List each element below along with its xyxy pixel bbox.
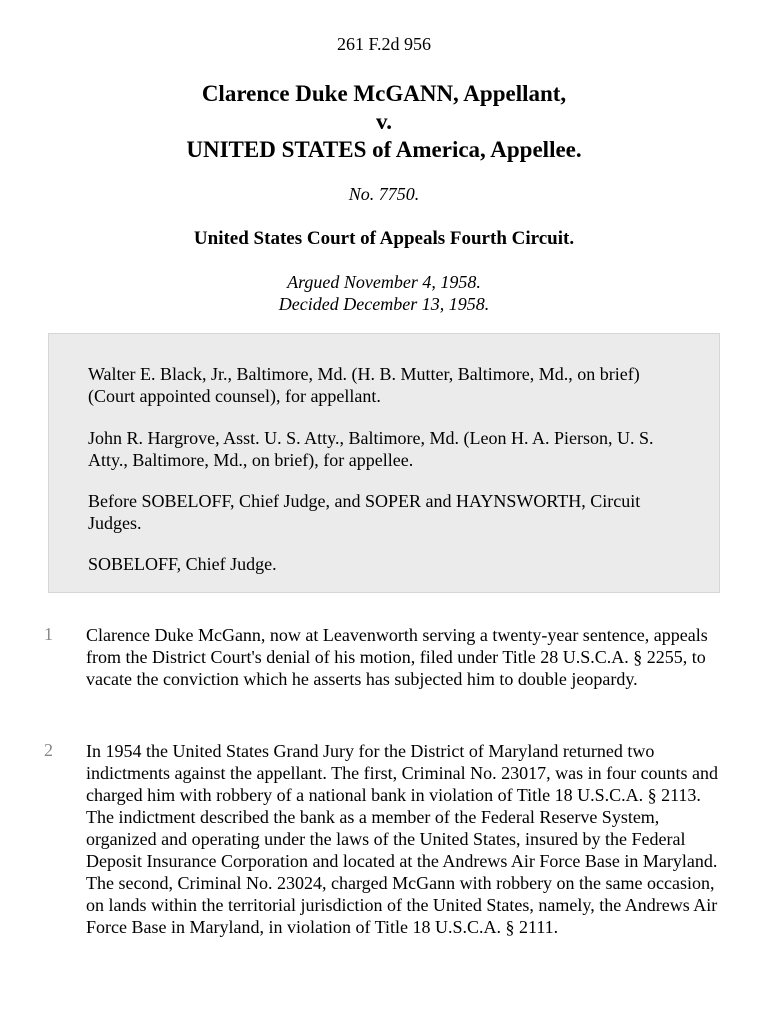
versus-label: v. xyxy=(376,109,392,134)
decided-date: Decided December 13, 1958. xyxy=(278,294,490,314)
appellant-counsel: Walter E. Black, Jr., Baltimore, Md. (H. B. Mutter, Baltimore, Md., on brief) (Court appointed counsel), for appellant. xyxy=(88,364,640,406)
appellant-name: Clarence Duke McGANN, Appellant, xyxy=(201,81,567,106)
opinion-author: SOBELOFF, Chief Judge. xyxy=(88,554,277,574)
appellee-name: UNITED STATES of America, Appellee. xyxy=(186,137,582,162)
case-dates xyxy=(0,271,768,315)
argued-date: Argued November 4, 1958. xyxy=(287,272,481,292)
paragraph-text: In 1954 the United States Grand Jury for the District of Maryland returned two indictments against the appellant. The first, Criminal No. 23017, was in four counts and charged him with robbery of a national bank in violation of Title 18 U.S.C.A. § 2113. The indictment described the bank as a member of the Federal Reserve System, organized and operating under the laws of the United States, insured by the Federal Deposit Insurance Corporation and located at the Andrews Air Force Base in Maryland. The second, Criminal No. 23024, charged McGann with robbery on the same occasion, on lands within the territorial jurisdiction of the United States, namely, the Andrews Air Force Base in Maryland, in violation of Title 18 U.S.C.A. § 2111. xyxy=(86,741,719,937)
counsel-panel xyxy=(48,333,720,593)
paragraph-number: 2 xyxy=(44,740,53,760)
paragraph-number: 1 xyxy=(44,624,53,644)
case-citation: 261 F.2d 956 xyxy=(336,34,432,54)
appellee-counsel: John R. Hargrove, Asst. U. S. Atty., Baltimore, Md. (Leon H. A. Pierson, U. S. Atty., Baltimore, Md., on brief), for appellee. xyxy=(88,428,654,470)
docket-number: No. 7750. xyxy=(348,184,420,204)
court-name: United States Court of Appeals Fourth Circuit. xyxy=(193,228,575,249)
judges-panel: Before SOBELOFF, Chief Judge, and SOPER and HAYNSWORTH, Circuit Judges. xyxy=(88,491,641,533)
paragraph-text: Clarence Duke McGann, now at Leavenworth serving a twenty-year sentence, appeals from the District Court's denial of his motion, filed under Title 28 U.S.C.A. § 2255, to vacate the conviction which he asserts has subjected him to double jeopardy. xyxy=(86,625,708,689)
case-caption xyxy=(0,80,768,164)
